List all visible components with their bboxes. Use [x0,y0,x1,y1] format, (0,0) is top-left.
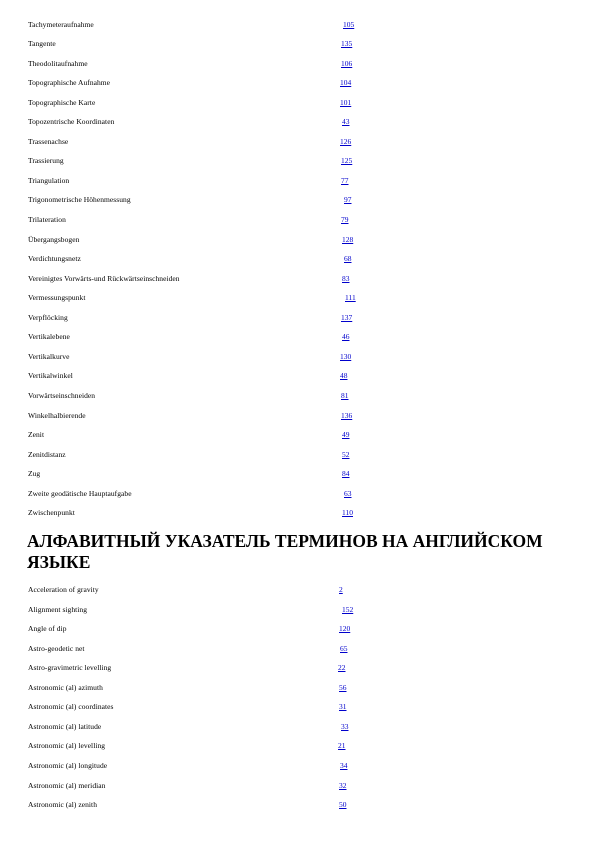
index-term: Trilateration [28,215,66,224]
index-entry [0,721,595,733]
index-term: Zenit [28,430,45,440]
index-entry [0,77,595,89]
index-entry [0,292,595,304]
index-term: Trassierung [28,156,64,166]
index-term: Zwischenpunkt [28,508,75,518]
page-number-link[interactable]: 32 [339,780,347,790]
page-number-link[interactable]: 56 [339,682,347,692]
index-term: Vertikalwinkel [28,371,73,381]
index-term: Astronomic (al) meridian [28,780,106,790]
page-number-link[interactable]: 68 [344,254,352,264]
index-entry [0,429,595,441]
index-entry [0,194,595,206]
page-number-link[interactable]: 34 [340,760,348,770]
index-entry [0,19,595,31]
page-number-link[interactable]: 65 [340,643,348,653]
index-term: Topozentrische Koordinaten [28,117,115,127]
index-entry [0,214,595,226]
index-term: Vereinigtes Vorwärts-und Rückwärtseinschneiden [28,273,180,283]
page-number-link[interactable]: 83 [342,273,350,283]
index-entry [0,175,595,187]
page-number-link[interactable]: 48 [340,371,348,381]
index-term: Alignment sighting [28,604,88,614]
index-entry [0,410,595,422]
page-number-link[interactable]: 21 [338,741,346,751]
index-entry [0,780,595,792]
page-number-link[interactable]: 33 [341,721,349,731]
page-number-link[interactable]: 77 [341,175,349,185]
page-number-link[interactable]: 137 [341,312,353,322]
index-term: Topographische Karte [28,97,96,107]
index-term: Trassenachse [28,136,69,146]
index-term: Astronomic (al) latitude [28,721,102,731]
index-term: Tangente [28,39,56,49]
index-entry [0,799,595,811]
index-entry [0,58,595,70]
index-term: Astronomic (al) levelling [28,741,106,751]
page-number-link[interactable]: 101 [340,97,352,107]
index-entry [0,273,595,285]
index-term: Astro-gravimetric levelling [28,663,112,673]
index-entry [0,584,595,596]
page-number-link[interactable]: 63 [344,488,352,498]
index-entry [0,488,595,500]
index-term: Topographische Aufnahme [28,78,111,88]
page-number-link[interactable]: 126 [340,136,352,146]
index-term: Zweite geodätische Hauptaufgabe [28,488,132,498]
page-number-link[interactable]: 50 [339,800,347,810]
page-number-link[interactable]: 46 [342,332,350,342]
index-entry [0,312,595,324]
index-term: Zug [28,469,41,479]
page-number-link[interactable]: 97 [344,195,352,205]
page-number-link[interactable]: 31 [339,702,347,712]
index-term: Acceleration of gravity [28,585,99,594]
index-entry [0,449,595,461]
index-term: Verpflöcking [28,312,68,322]
index-entry [0,643,595,655]
page-number-link[interactable]: 111 [345,293,356,303]
index-term: Vermessungspunkt [28,293,86,303]
index-term: Tachymeteraufnahme [28,19,94,29]
index-entry [0,234,595,246]
index-entry [0,38,595,50]
index-term: Triangulation [28,175,70,185]
page-number-link[interactable]: 52 [342,449,350,459]
page-number-link[interactable]: 79 [341,215,349,224]
page-number-link[interactable]: 152 [342,604,354,614]
page-number-link[interactable]: 135 [341,39,353,49]
index-entry [0,97,595,109]
index-term: Astronomic (al) zenith [28,800,97,810]
index-entry [0,701,595,713]
page-number-link[interactable]: 125 [341,156,353,166]
index-term: Verdichtungsnetz [28,254,81,264]
index-entry [0,604,595,616]
page-number-link[interactable]: 22 [338,663,346,673]
index-entry [0,136,595,148]
index-term: Vertikalkurve [28,351,70,361]
page-number-link[interactable]: 49 [342,430,350,440]
index-entry [0,370,595,382]
page-number-link[interactable]: 136 [341,410,353,420]
index-entry [0,468,595,480]
index-entry [0,116,595,128]
index-term: Astronomic (al) coordinates [28,702,114,712]
index-entry [0,507,595,519]
index-entry [0,155,595,167]
index-term: Astronomic (al) azimuth [28,682,103,692]
index-term: Theodolitaufnahme [28,58,88,68]
english-index-heading: АЛФАВИТНЫЙ УКАЗАТЕЛЬ ТЕРМИНОВ НА АНГЛИЙСКОМ ЯЗЫКЕ [27,531,543,572]
index-term: Vorwärtseinschneiden [28,390,96,400]
index-term: Winkelhalbierende [28,410,86,420]
page-number-link[interactable]: 128 [342,234,354,244]
index-entry [0,390,595,402]
index-term: Astronomic (al) longitude [28,760,108,770]
page-number-link[interactable]: 104 [340,78,352,88]
index-term: Zenitdistanz [28,449,66,459]
index-entry [0,760,595,772]
index-entry [0,351,595,363]
page-number-link[interactable]: 81 [341,390,349,400]
index-term: Übergangsbogen [28,234,80,244]
page-number-link[interactable]: 110 [342,508,353,518]
page-number-link[interactable]: 106 [341,58,353,68]
index-entry [0,623,595,635]
index-entry [0,331,595,343]
index-term: Trigonometrische Höhenmessung [28,195,131,205]
page-number-link[interactable]: 43 [342,117,350,127]
index-term: Astro-geodetic net [28,643,85,653]
index-term: Vertikalebene [28,332,70,342]
page-number-link[interactable]: 105 [343,19,355,29]
page-number-link[interactable]: 130 [340,351,352,361]
page-number-link[interactable]: 84 [342,469,350,479]
page-number-link[interactable]: 2 [339,585,343,594]
index-entry [0,253,595,265]
page-number-link[interactable]: 120 [339,624,351,634]
index-entry [0,682,595,694]
index-term: Angle of dip [28,624,67,634]
index-entry [0,740,595,752]
index-entry [0,662,595,674]
